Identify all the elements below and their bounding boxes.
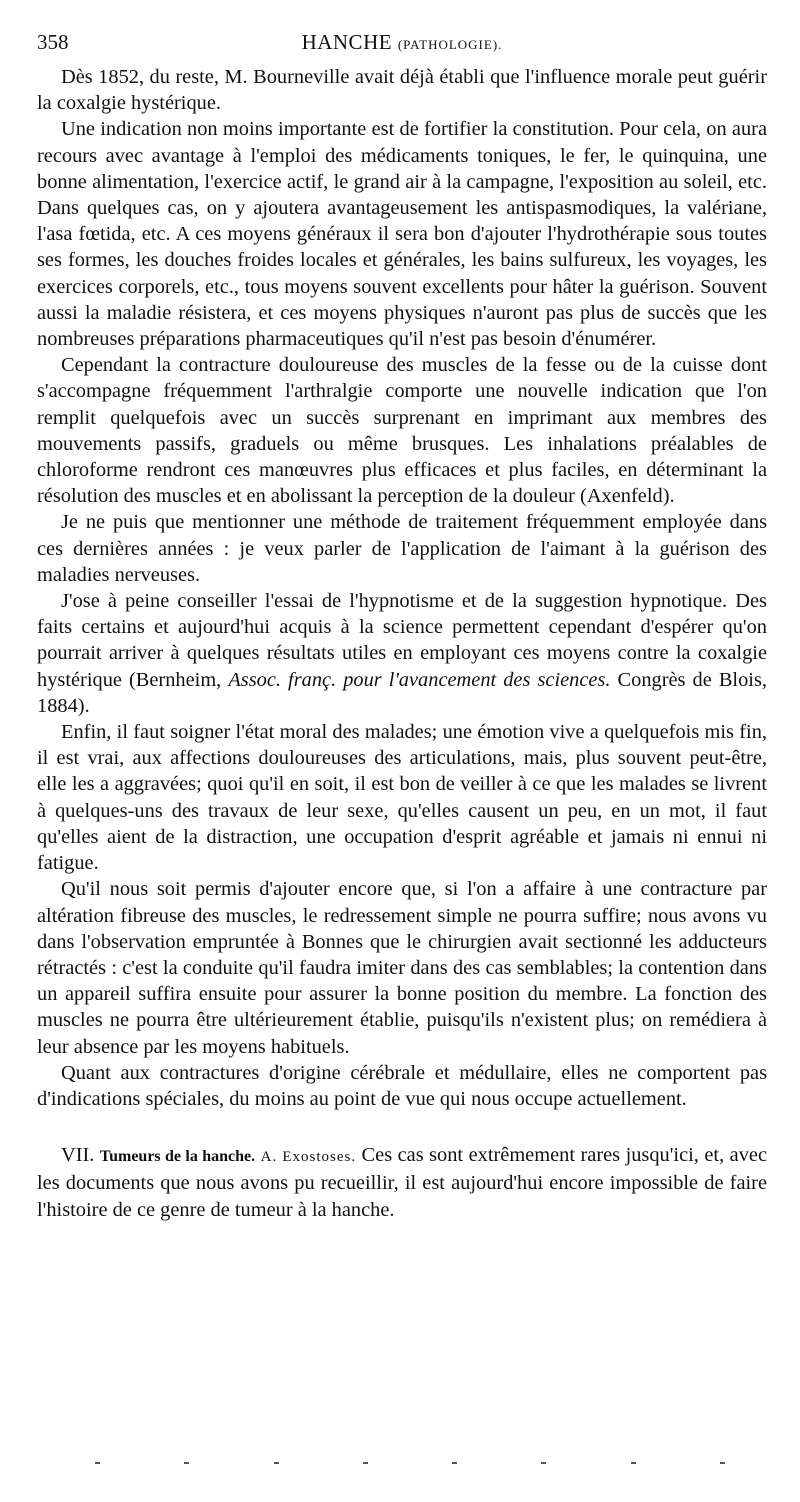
paragraph-text: J'ose à peine conseiller l'essai de l'hypnotisme et de la suggestion hypnotique. Des faits certains et aujourd'hui acquis à la science permettent cependant d'espérer qu'on pourrait arriver à quelques résultats utiles en employant ces moyens contre la coxalgie hystérique (Bernheim, bbox=[37, 590, 767, 691]
running-title-main: HANCHE bbox=[301, 30, 393, 54]
footer-dot bbox=[720, 1462, 725, 1464]
section-title: Tumeurs de la hanche. bbox=[99, 1148, 256, 1166]
body-text bbox=[37, 64, 767, 1223]
paragraph: Enfin, il faut soigner l'état moral des malades; une émotion vive a quelquefois mis fin, il est vrai, aux affections douloureuses des articulations, mais, plus souvent peut-être, elle les a aggravées; quoi qu'il en soit, il est bon de veiller à ce que les malades se livrent à quelques-uns des travaux de leur sexe, qu'elles causent un peu, en un mot, il faut qu'elles aient de la distraction, une occupation d'esprit agréable et jamais ni ennui ni fatigue. bbox=[37, 721, 767, 875]
running-title-sub: (PATHOLOGIE). bbox=[397, 37, 503, 52]
section-paragraph bbox=[37, 1142, 767, 1223]
page-number: 358 bbox=[37, 30, 69, 54]
paragraph: Quant aux contractures d'origine cérébrale et médullaire, elles ne comportent pas d'indications spéciales, du moins au point de vue qui nous occupe actuellement. bbox=[37, 1061, 767, 1110]
footer-dot bbox=[452, 1462, 457, 1464]
citation-italic: Assoc. franç. pour l'avancement des sciences. bbox=[228, 668, 611, 691]
section-text: Ces cas sont extrêmement rares jusqu'ici, et, avec les documents que nous avons pu recueillir, il est aujourd'hui encore impossible de faire l'histoire de ce genre de tumeur à la hanche. bbox=[37, 1144, 768, 1221]
paragraph: Une indication non moins importante est de fortifier la constitution. Pour cela, on aura recours avec avantage à l'emploi des médicaments toniques, le fer, le quinquina, une bonne alimentation, l'exercice actif, le grand air à la campagne, l'exposition au soleil, etc. Dans quelques cas, on y ajoutera avantageusement les antispasmodiques, la valériane, l'asa fœtida, etc. A ces moyens généraux il sera bon d'ajouter l'hydrothérapie sous toutes ses formes, les douches froides locales et générales, les bains sulfureux, les voyages, les exercices corporels, etc., tous moyens souvent excellents pour hâter la guérison. Souvent aussi la maladie résistera, et ces moyens physiques n'auront pas plus de succès que les nombreuses préparations pharmaceutiques qu'il n'est pas besoin d'énumérer. bbox=[37, 118, 767, 351]
paragraph: Qu'il nous soit permis d'ajouter encore que, si l'on a affaire à une contracture par altération fibreuse des muscles, le redressement simple ne pourra suffire; nous avons vu dans l'observation empruntée à Bonnes que le chirurgien avait sectionné les adducteurs rétractés : c'est la conduite qu'il faudra imiter dans des cas semblables; la contention dans un appareil suffira ensuite pour assurer la bonne position du membre. La fonction des muscles ne pourra être ultérieurement établie, puisqu'ils n'existent plus; on remédiera à leur absence par les moyens habituels. bbox=[37, 878, 767, 1058]
footer-dot bbox=[184, 1462, 189, 1464]
paragraph: Je ne puis que mentionner une méthode de traitement fréquemment employée dans ces dernières années : je veux parler de l'application de l'aimant à la guérison des maladies nerveuses. bbox=[37, 511, 767, 586]
paragraph: Dès 1852, du reste, M. Bourneville avait déjà établi que l'influence morale peut guérir la coxalgie hystérique. bbox=[37, 66, 767, 115]
paragraph-hypnotism bbox=[37, 588, 767, 719]
paragraph: Cependant la contracture douloureuse des muscles de la fesse ou de la cuisse dont s'accompagne fréquemment l'arthralgie comporte une nouvelle indication que l'on remplit quelquefois avec un succès surprenant en imprimant aux membres des mouvements passifs, graduels ou même brusques. Les inhalations préalables de chloroforme rendront ces manœuvres plus efficaces et plus faciles, en déterminant la résolution des muscles et en abolissant la perception de la douleur (Axenfeld). bbox=[37, 354, 767, 508]
section-number: VII. bbox=[61, 1144, 95, 1167]
footer-rule bbox=[95, 1462, 725, 1466]
subsection-title: A. Exostoses. bbox=[260, 1149, 357, 1166]
footer-dot bbox=[631, 1462, 636, 1464]
running-title bbox=[37, 30, 767, 55]
footer-dot bbox=[541, 1462, 546, 1464]
footer-dot bbox=[95, 1462, 100, 1464]
section-spacer bbox=[37, 1112, 767, 1142]
running-head bbox=[37, 30, 767, 60]
paragraph-text: Congrès de Blois, 1884). bbox=[37, 668, 767, 717]
footer-dot bbox=[274, 1462, 279, 1464]
footer-dot bbox=[363, 1462, 368, 1464]
